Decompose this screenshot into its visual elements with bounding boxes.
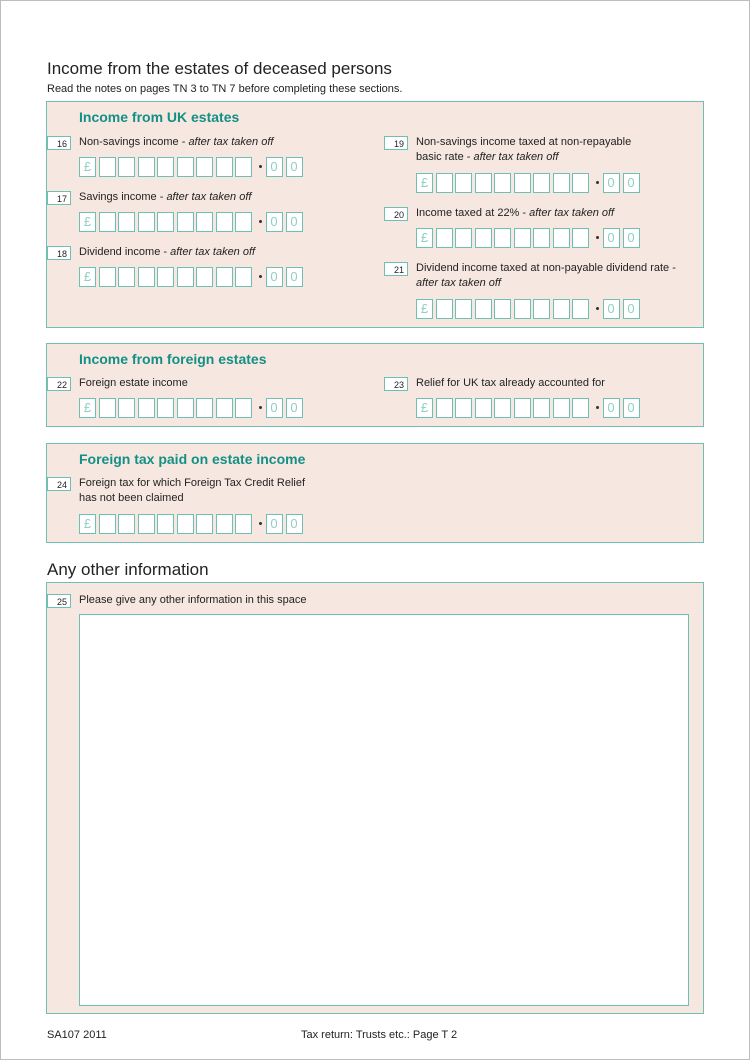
digit-cell[interactable] [157, 267, 174, 287]
decimal-point [596, 236, 599, 239]
pence-cell[interactable]: 0 [623, 228, 640, 248]
pound-sign-cell[interactable]: £ [79, 398, 96, 418]
digit-cell[interactable] [235, 157, 252, 177]
digit-cell[interactable] [99, 514, 116, 534]
digit-cell[interactable] [436, 299, 453, 319]
digit-cell[interactable] [99, 398, 116, 418]
digit-cell[interactable] [118, 398, 135, 418]
digit-cell[interactable] [572, 299, 589, 319]
box-20-number: 20 [384, 207, 408, 221]
foreign-estates-panel [46, 343, 704, 427]
box-22-number: 22 [47, 377, 71, 391]
main-heading: Income from the estates of deceased persons [47, 59, 392, 78]
decimal-point [596, 181, 599, 184]
box-19-number: 19 [384, 136, 408, 150]
pence-cell[interactable]: 0 [603, 173, 620, 193]
decimal-point [259, 275, 262, 278]
pence-cell[interactable]: 0 [286, 267, 303, 287]
digit-cell[interactable] [572, 228, 589, 248]
decimal-point [259, 165, 262, 168]
box-17-label: Savings income - after tax taken off [79, 191, 252, 203]
pound-sign-cell[interactable]: £ [79, 212, 96, 232]
digit-cell[interactable] [216, 267, 233, 287]
digit-cell[interactable] [475, 228, 492, 248]
digit-cell[interactable] [138, 157, 155, 177]
box-21-amount-field[interactable] [416, 299, 643, 319]
digit-cell[interactable] [157, 514, 174, 534]
pound-sign-cell[interactable]: £ [416, 228, 433, 248]
other-info-panel [46, 582, 704, 1014]
digit-cell[interactable] [216, 157, 233, 177]
digit-cell[interactable] [494, 398, 511, 418]
digit-cell[interactable] [177, 267, 194, 287]
decimal-point [259, 220, 262, 223]
pence-cell[interactable]: 0 [623, 299, 640, 319]
pound-sign-cell[interactable]: £ [79, 157, 96, 177]
pence-cell[interactable]: 0 [286, 157, 303, 177]
box-19-label: Non-savings income taxed at non-repayable basic rate - after tax taken off [416, 136, 632, 163]
digit-cell[interactable] [216, 514, 233, 534]
digit-cell[interactable] [436, 173, 453, 193]
pence-cell[interactable]: 0 [266, 157, 283, 177]
pence-cell[interactable]: 0 [286, 514, 303, 534]
pence-cell[interactable]: 0 [623, 173, 640, 193]
box-19-amount-field[interactable] [416, 173, 643, 193]
decimal-point [596, 307, 599, 310]
read-notes-text: Read the notes on pages TN 3 to TN 7 before completing these sections. [47, 83, 403, 95]
digit-cell[interactable] [533, 228, 550, 248]
digit-cell[interactable] [572, 173, 589, 193]
footer-form-code: SA107 2011 [47, 1029, 107, 1041]
digit-cell[interactable] [196, 157, 213, 177]
box-23-amount-field[interactable] [416, 398, 643, 418]
decimal-point [596, 406, 599, 409]
digit-cell[interactable] [157, 398, 174, 418]
digit-cell[interactable] [514, 173, 531, 193]
digit-cell[interactable] [514, 228, 531, 248]
box-24-amount-field[interactable] [79, 514, 306, 534]
digit-cell[interactable] [235, 212, 252, 232]
uk-estates-title: Income from UK estates [79, 109, 240, 125]
box-18-amount-field[interactable] [79, 267, 306, 287]
digit-cell[interactable] [118, 267, 135, 287]
foreign-tax-title: Foreign tax paid on estate income [79, 451, 306, 467]
digit-cell[interactable] [572, 398, 589, 418]
digit-cell[interactable] [455, 299, 472, 319]
digit-cell[interactable] [196, 267, 213, 287]
digit-cell[interactable] [553, 228, 570, 248]
other-info-heading: Any other information [47, 560, 209, 579]
box-25-number: 25 [47, 594, 71, 608]
digit-cell[interactable] [494, 228, 511, 248]
box-24-label: Foreign tax for which Foreign Tax Credit Relief has not been claimed [79, 477, 306, 504]
pence-cell[interactable]: 0 [266, 398, 283, 418]
digit-cell[interactable] [216, 212, 233, 232]
pence-cell[interactable]: 0 [266, 212, 283, 232]
digit-cell[interactable] [118, 157, 135, 177]
foreign-tax-panel [46, 443, 704, 543]
box-20-amount-field[interactable] [416, 228, 643, 248]
digit-cell[interactable] [177, 514, 194, 534]
box-24-number: 24 [47, 477, 71, 491]
digit-cell[interactable] [436, 228, 453, 248]
pence-cell[interactable]: 0 [286, 398, 303, 418]
pound-sign-cell[interactable]: £ [416, 173, 433, 193]
digit-cell[interactable] [138, 212, 155, 232]
digit-cell[interactable] [196, 514, 213, 534]
uk-estates-panel [46, 101, 704, 328]
digit-cell[interactable] [475, 299, 492, 319]
digit-cell[interactable] [196, 212, 213, 232]
digit-cell[interactable] [138, 267, 155, 287]
digit-cell[interactable] [455, 173, 472, 193]
digit-cell[interactable] [553, 173, 570, 193]
box-25-label: Please give any other information in this space [79, 594, 307, 606]
pence-cell[interactable]: 0 [286, 212, 303, 232]
digit-cell[interactable] [494, 299, 511, 319]
digit-cell[interactable] [99, 157, 116, 177]
pound-sign-cell[interactable]: £ [79, 267, 96, 287]
digit-cell[interactable] [235, 398, 252, 418]
digit-cell[interactable] [216, 398, 233, 418]
digit-cell[interactable] [157, 212, 174, 232]
pence-cell[interactable]: 0 [603, 228, 620, 248]
digit-cell[interactable] [196, 398, 213, 418]
box-21-label: Dividend income taxed at non-payable dividend rate - after tax taken off [416, 262, 676, 289]
box-17-amount-field[interactable] [79, 212, 306, 232]
pence-cell[interactable]: 0 [266, 267, 283, 287]
box-16-amount-field[interactable] [79, 157, 306, 177]
digit-cell[interactable] [533, 173, 550, 193]
digit-cell[interactable] [494, 173, 511, 193]
box-21-number: 21 [384, 262, 408, 276]
digit-cell[interactable] [514, 299, 531, 319]
digit-cell[interactable] [436, 398, 453, 418]
pence-cell[interactable]: 0 [266, 514, 283, 534]
pound-sign-cell[interactable]: £ [416, 299, 433, 319]
digit-cell[interactable] [235, 514, 252, 534]
digit-cell[interactable] [533, 299, 550, 319]
digit-cell[interactable] [455, 398, 472, 418]
pound-sign-cell[interactable]: £ [79, 514, 96, 534]
digit-cell[interactable] [553, 398, 570, 418]
foreign-estates-title: Income from foreign estates [79, 351, 267, 367]
box-23-number: 23 [384, 377, 408, 391]
digit-cell[interactable] [138, 514, 155, 534]
digit-cell[interactable] [177, 398, 194, 418]
digit-cell[interactable] [118, 212, 135, 232]
digit-cell[interactable] [235, 267, 252, 287]
other-info-textarea[interactable] [79, 614, 689, 1006]
pound-sign-cell[interactable]: £ [416, 398, 433, 418]
digit-cell[interactable] [514, 398, 531, 418]
box-18-number: 18 [47, 246, 71, 260]
digit-cell[interactable] [553, 299, 570, 319]
footer-page-label: Tax return: Trusts etc.: Page T 2 [301, 1029, 458, 1041]
digit-cell[interactable] [99, 212, 116, 232]
digit-cell[interactable] [475, 398, 492, 418]
box-22-label: Foreign estate income [79, 377, 188, 389]
digit-cell[interactable] [99, 267, 116, 287]
decimal-point [259, 406, 262, 409]
digit-cell[interactable] [138, 398, 155, 418]
box-17-number: 17 [47, 191, 71, 205]
box-18-label: Dividend income - after tax taken off [79, 246, 256, 258]
pence-cell[interactable]: 0 [603, 299, 620, 319]
digit-cell[interactable] [475, 173, 492, 193]
decimal-point [259, 522, 262, 525]
pence-cell[interactable]: 0 [603, 398, 620, 418]
digit-cell[interactable] [533, 398, 550, 418]
digit-cell[interactable] [177, 212, 194, 232]
digit-cell[interactable] [455, 228, 472, 248]
pence-cell[interactable]: 0 [623, 398, 640, 418]
box-23-label: Relief for UK tax already accounted for [416, 377, 605, 389]
box-16-number: 16 [47, 136, 71, 150]
box-16-label: Non-savings income - after tax taken off [79, 136, 274, 148]
box-22-amount-field[interactable] [79, 398, 306, 418]
digit-cell[interactable] [177, 157, 194, 177]
box-20-label: Income taxed at 22% - after tax taken off [416, 207, 615, 219]
digit-cell[interactable] [118, 514, 135, 534]
digit-cell[interactable] [157, 157, 174, 177]
